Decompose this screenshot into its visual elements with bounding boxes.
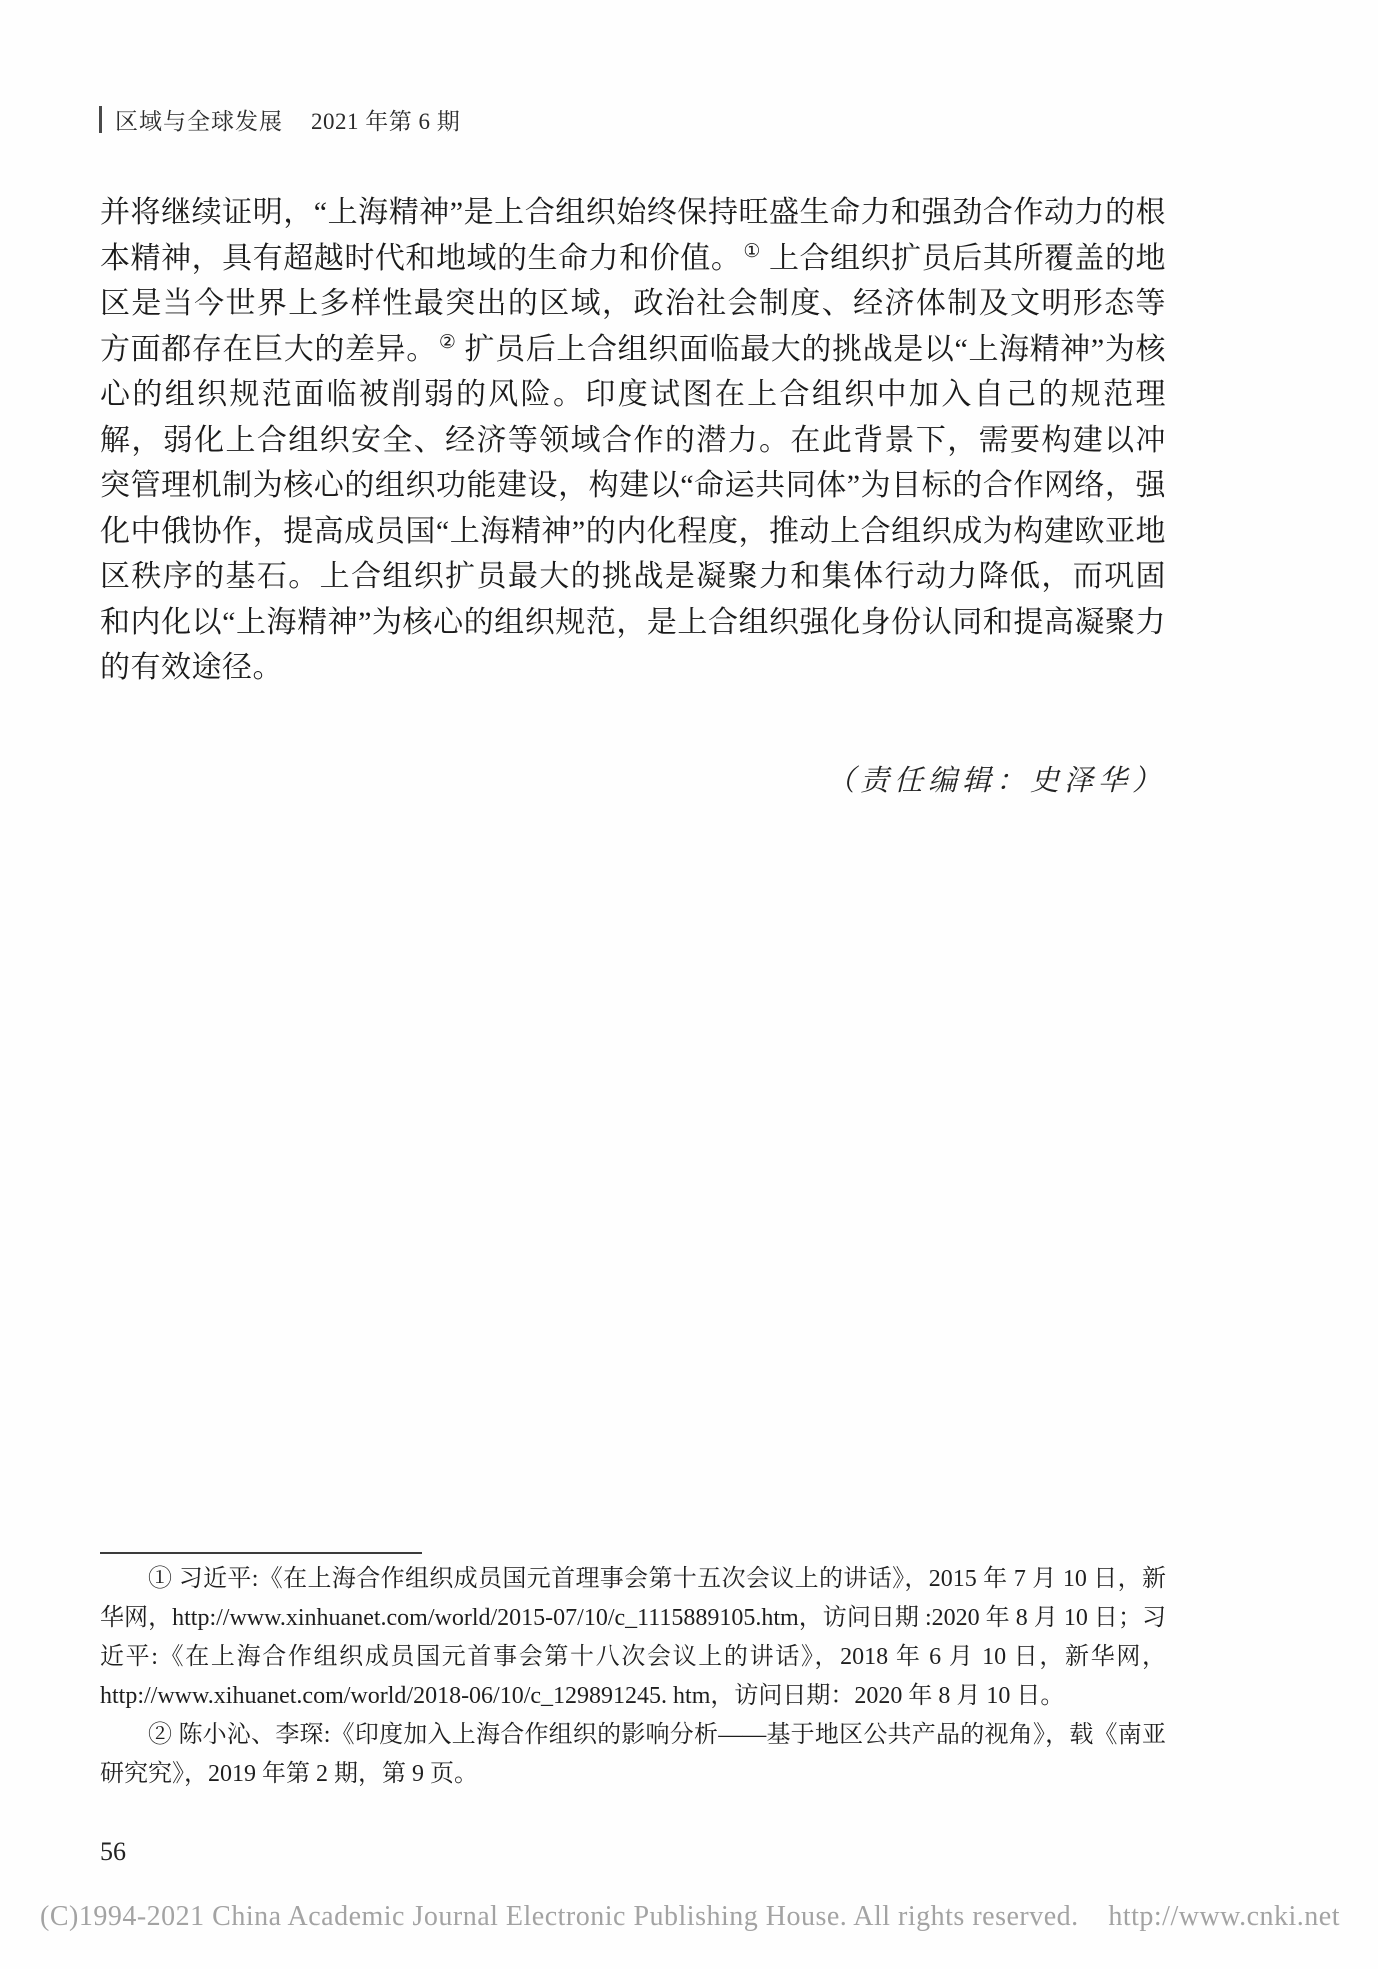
copyright-notice: (C)1994-2021 China Academic Journal Electronic Publishing House. All rights reserved. bbox=[40, 1901, 1079, 1932]
footnote-1: ① 习近平:《在上海合作组织成员国元首理事会第十五次会议上的讲话》，2015 年 7 月 10 日，新华网，http://www.xinhuanet.com/world/2015-07/10/c_1115889105.htm，访问日期 :2020 年 8 月 10 日；习近平:《在上海合作组织成员国元首事会第十八次会议上的讲话》，2018 年 6 月 10 日，新华网，http://www.xihuanet.com/world/2018-06/10/c_129891245. htm，访问日期：2020 年 8 月 10 日。 bbox=[100, 1566, 1166, 1709]
page-number: 56 bbox=[100, 1837, 126, 1866]
header-divider-bar bbox=[99, 106, 102, 133]
body-paragraph bbox=[100, 190, 1166, 691]
cnki-url: http://www.cnki.net bbox=[1108, 1901, 1340, 1932]
footnote-separator bbox=[100, 1552, 422, 1554]
journal-title: 区域与全球发展 bbox=[115, 109, 283, 134]
footnote-2: ② 陈小沁、李琛:《印度加入上海合作组织的影响分析——基于地区公共产品的视角》，载《南亚研究究》，2019 年第 2 期，第 9 页。 bbox=[100, 1722, 1166, 1787]
footnote-ref-2: ② bbox=[438, 331, 457, 353]
paragraph-segment-1: 并将继续证明，“上海精神”是上合组织始终保持旺盛生命力和强劲合作动力的根本精神，具有超越时代和地域的生命力和价值。 bbox=[100, 196, 1166, 275]
page-footer bbox=[40, 1901, 1340, 1933]
editor-credit: （责任编辑：史泽华） bbox=[825, 765, 1166, 797]
footnotes-section bbox=[100, 1560, 1166, 1794]
issue-info: 2021 年第 6 期 bbox=[311, 109, 461, 134]
paragraph-segment-2: 上合组织扩员后其所覆盖的地区是当今世界上多样性最突出的区域，政治社会制度、经济体制及文明形态等方面都存在巨大的差异。 bbox=[100, 241, 1166, 366]
page-header bbox=[99, 103, 460, 136]
paragraph-segment-3: 扩员后上合组织面临最大的挑战是以“上海精神”为核心的组织规范面临被削弱的风险。印度试图在上合组织中加入自己的规范理解，弱化上合组织安全、经济等领域合作的潜力。在此背景下，需要构建以冲突管理机制为核心的组织功能建设，构建以“命运共同体”为目标的合作网络，强化中俄协作，提高成员国“上海精神”的内化程度，推动上合组织成为构建欧亚地区秩序的基石。上合组织扩员最大的挑战是凝聚力和集体行动力降低，而巩固和内化以“上海精神”为核心的组织规范，是上合组织强化身份认同和提高凝聚力的有效途径。 bbox=[100, 332, 1166, 684]
article-body bbox=[100, 190, 1166, 691]
footnote-ref-1: ① bbox=[743, 240, 761, 262]
